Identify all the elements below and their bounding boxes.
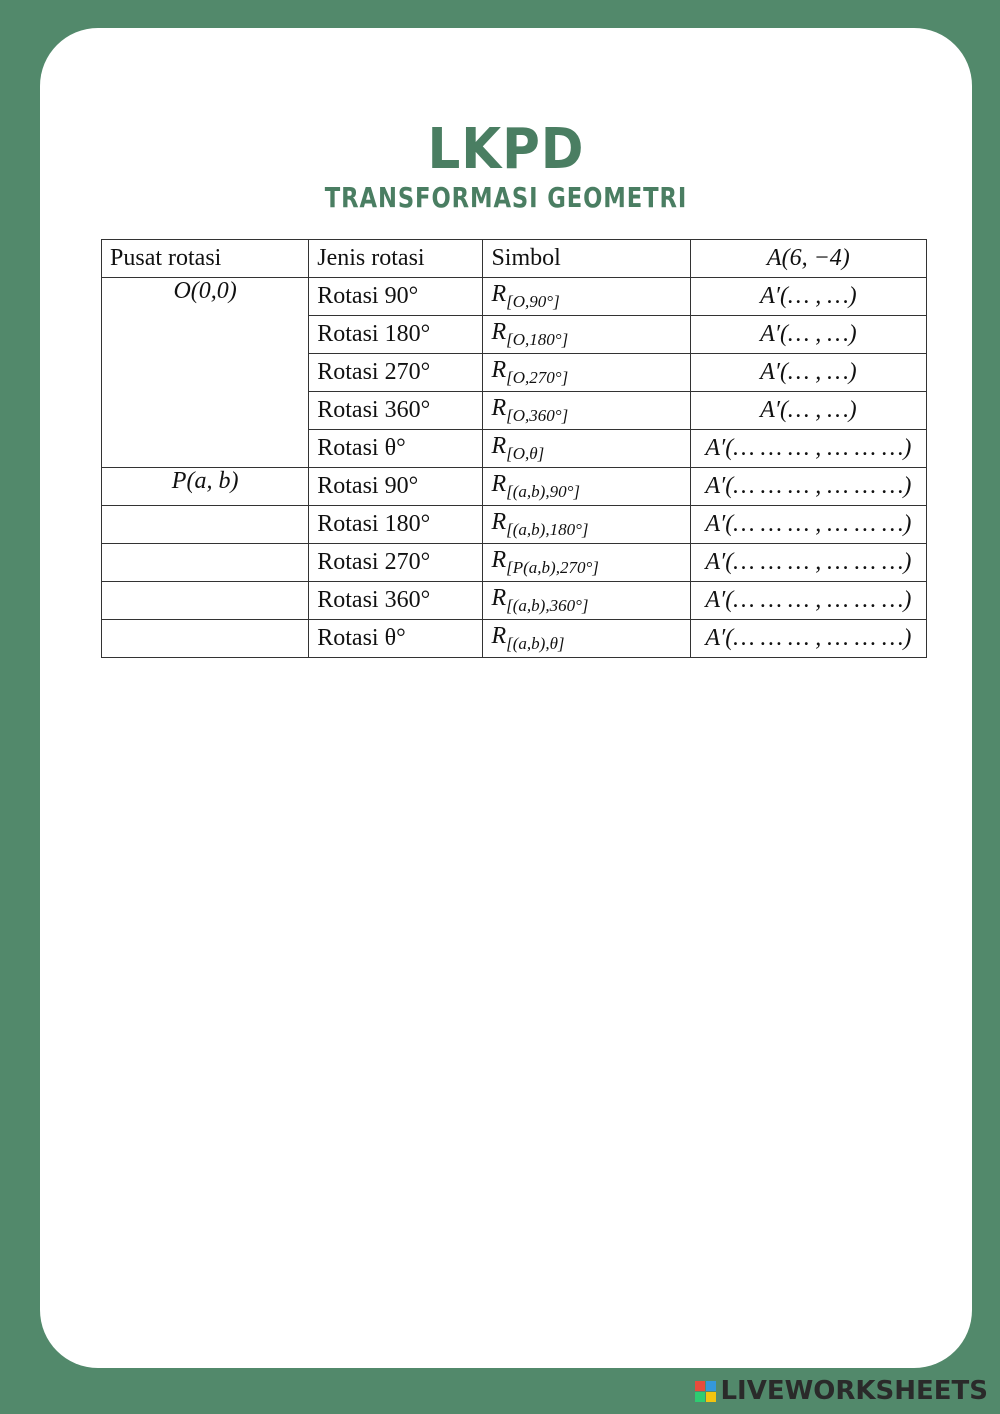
jenis-rotasi-cell: Rotasi 360° xyxy=(309,582,483,620)
symbol-base: R xyxy=(491,471,507,498)
answer-cell[interactable]: A′(… … … , … … …) xyxy=(690,544,926,582)
symbol-base: R xyxy=(491,395,507,422)
logo-icon xyxy=(695,1381,716,1402)
symbol-cell xyxy=(483,620,690,658)
table-row xyxy=(102,278,927,316)
empty-pusat-cell xyxy=(102,620,309,658)
answer-cell[interactable]: A′(… … … , … … …) xyxy=(690,506,926,544)
symbol-cell xyxy=(483,544,690,582)
answer-cell[interactable]: A′(… … … , … … …) xyxy=(690,468,926,506)
jenis-rotasi-cell: Rotasi 270° xyxy=(309,354,483,392)
answer-cell[interactable]: A′(… … … , … … …) xyxy=(690,430,926,468)
answer-cell[interactable]: A′(… … … , … … …) xyxy=(690,620,926,658)
empty-pusat-cell xyxy=(102,544,309,582)
symbol-cell xyxy=(483,506,690,544)
answer-cell[interactable]: A′(… , …) xyxy=(690,278,926,316)
jenis-rotasi-cell: Rotasi θ° xyxy=(309,620,483,658)
symbol-subscript: [O,360°] xyxy=(506,405,569,425)
symbol-subscript: [(a,b),90°] xyxy=(506,481,580,501)
answer-cell[interactable]: A′(… … … , … … …) xyxy=(690,582,926,620)
symbol-base: R xyxy=(491,547,507,574)
symbol-cell xyxy=(483,392,690,430)
header-point: A(6, −4) xyxy=(690,240,926,278)
pusat-rotasi-cell: O(0,0) xyxy=(102,278,309,468)
jenis-rotasi-cell: Rotasi 90° xyxy=(309,468,483,506)
empty-pusat-cell xyxy=(102,506,309,544)
table-row xyxy=(102,582,927,620)
table-row xyxy=(102,620,927,658)
page-title: LKPD xyxy=(427,117,585,182)
symbol-base: R xyxy=(491,433,507,460)
jenis-rotasi-cell: Rotasi 90° xyxy=(309,278,483,316)
symbol-subscript: [O,θ] xyxy=(506,443,545,463)
empty-pusat-cell xyxy=(102,582,309,620)
worksheet-card xyxy=(40,28,972,1368)
liveworksheets-logo xyxy=(695,1376,988,1406)
brand-text: LIVEWORKSHEETS xyxy=(720,1376,988,1406)
symbol-base: R xyxy=(491,281,507,308)
symbol-base: R xyxy=(491,357,507,384)
symbol-base: R xyxy=(491,509,507,536)
pusat-rotasi-cell: P(a, b) xyxy=(102,468,309,506)
answer-cell[interactable]: A′(… , …) xyxy=(690,392,926,430)
symbol-base: R xyxy=(491,319,507,346)
symbol-cell xyxy=(483,354,690,392)
symbol-base: R xyxy=(491,585,507,612)
rotation-table xyxy=(101,239,927,658)
symbol-subscript: [P(a,b),270°] xyxy=(506,557,599,577)
table-row xyxy=(102,544,927,582)
answer-cell[interactable]: A′(… , …) xyxy=(690,316,926,354)
symbol-cell xyxy=(483,430,690,468)
symbol-cell xyxy=(483,316,690,354)
symbol-cell xyxy=(483,468,690,506)
symbol-cell xyxy=(483,278,690,316)
jenis-rotasi-cell: Rotasi 180° xyxy=(309,316,483,354)
jenis-rotasi-cell: Rotasi 270° xyxy=(309,544,483,582)
symbol-subscript: [(a,b),180°] xyxy=(506,519,589,539)
page-subtitle: TRANSFORMASI GEOMETRI xyxy=(324,181,688,214)
table-row xyxy=(102,468,927,506)
answer-cell[interactable]: A′(… , …) xyxy=(690,354,926,392)
header-simbol: Simbol xyxy=(483,240,690,278)
header-pusat: Pusat rotasi xyxy=(102,240,309,278)
symbol-cell xyxy=(483,582,690,620)
symbol-subscript: [O,180°] xyxy=(506,329,569,349)
symbol-subscript: [O,270°] xyxy=(506,367,569,387)
symbol-base: R xyxy=(491,623,507,650)
symbol-subscript: [O,90°] xyxy=(506,291,560,311)
header-jenis: Jenis rotasi xyxy=(309,240,483,278)
jenis-rotasi-cell: Rotasi θ° xyxy=(309,430,483,468)
symbol-subscript: [(a,b),360°] xyxy=(506,595,589,615)
symbol-subscript: [(a,b),θ] xyxy=(506,633,565,653)
table-row xyxy=(102,506,927,544)
table-header-row xyxy=(102,240,927,278)
jenis-rotasi-cell: Rotasi 180° xyxy=(309,506,483,544)
jenis-rotasi-cell: Rotasi 360° xyxy=(309,392,483,430)
